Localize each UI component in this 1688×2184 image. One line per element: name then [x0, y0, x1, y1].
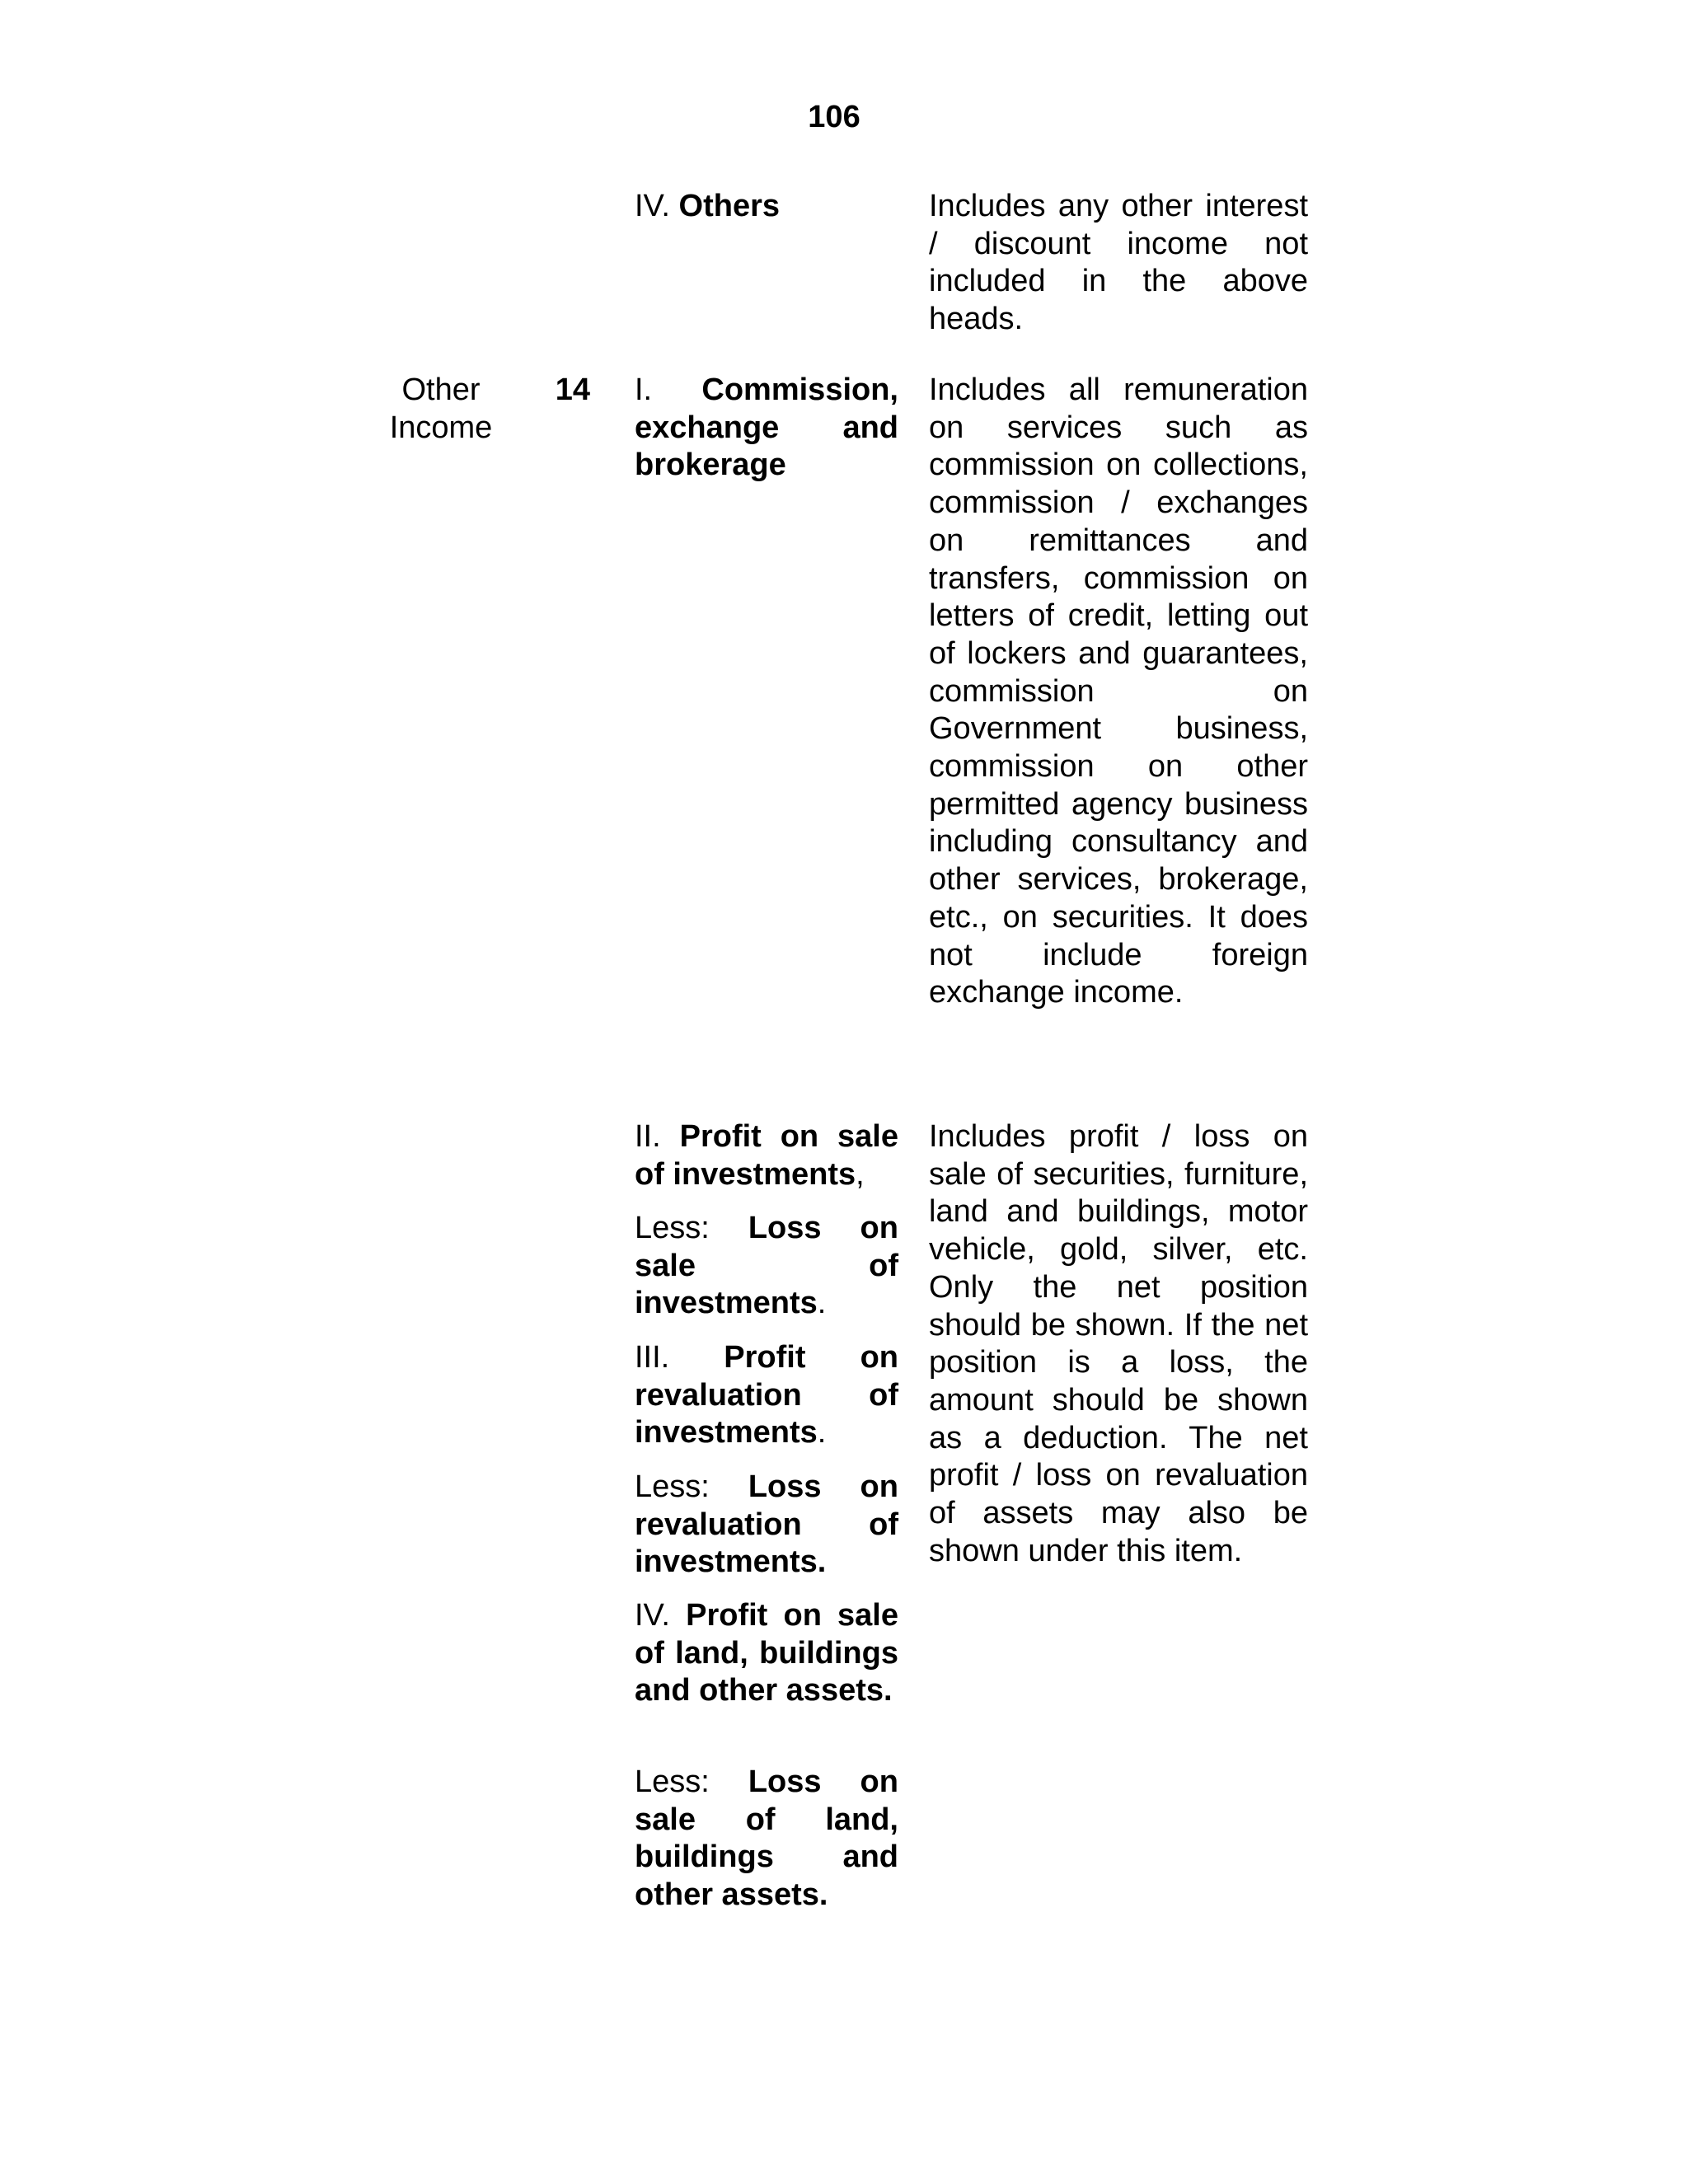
schedule-number: 14	[555, 373, 590, 407]
description-profit-loss: Includes profit / loss on sale of securities, furniture, land and buildings, motor vehicle, gold, silver, etc. Only the net position should be shown. If the net position is a loss, the amount should be shown as a deduction. The net profit / loss on revaluation of assets may also be shown under this item.	[929, 1119, 1308, 1568]
item-prefix: Less:	[635, 1211, 748, 1245]
item-title: Loss on revaluation of investments.	[635, 1469, 898, 1580]
item-prefix: IV.	[635, 189, 679, 223]
item-title: Profit on sale of land, buildings and other assets.	[635, 1598, 899, 1708]
item-title: Others	[678, 189, 781, 223]
item-prefix: I.	[635, 373, 702, 407]
item-title: Commission, exchange and brokerage	[635, 373, 898, 483]
item-profit-revaluation	[635, 1339, 898, 1452]
item-title: Loss on sale of investments	[635, 1211, 898, 1321]
item-title: Loss on sale of land, buildings and other assets.	[635, 1765, 898, 1913]
item-prefix: III.	[635, 1340, 724, 1375]
item-others	[635, 188, 898, 226]
section-heading: Other Income	[389, 373, 493, 445]
item-loss-sale-land	[635, 1764, 898, 1915]
item-prefix: Less:	[635, 1469, 748, 1504]
item-loss-sale-investments	[635, 1210, 898, 1323]
description-others: Includes any other interest / discount income not included in the above heads.	[929, 189, 1308, 337]
item-title: Profit on revaluation of investments	[635, 1340, 898, 1451]
item-commission	[635, 372, 898, 485]
item-suffix: .	[817, 1415, 827, 1451]
item-title: Profit on sale of investments	[635, 1119, 899, 1192]
item-prefix: Less:	[635, 1765, 748, 1799]
page-number: 106	[808, 100, 860, 134]
item-suffix: ,	[856, 1156, 865, 1192]
item-profit-sale-land	[635, 1597, 898, 1710]
item-prefix: IV.	[635, 1598, 687, 1633]
description-commission: Includes all remuneration on services such as commission on collections, commission / exchanges on remittances and transfers, commission on letters of credit, letting out of lockers and guarantees, commission on Government business, commission on other permitted agency business including consultancy and other services, brokerage, etc., on securities. It does not include foreign exchange income.	[929, 373, 1308, 1010]
item-profit-sale-investments	[635, 1118, 898, 1193]
item-prefix: II.	[635, 1119, 680, 1154]
item-suffix: .	[817, 1286, 827, 1321]
item-loss-revaluation	[635, 1469, 898, 1582]
